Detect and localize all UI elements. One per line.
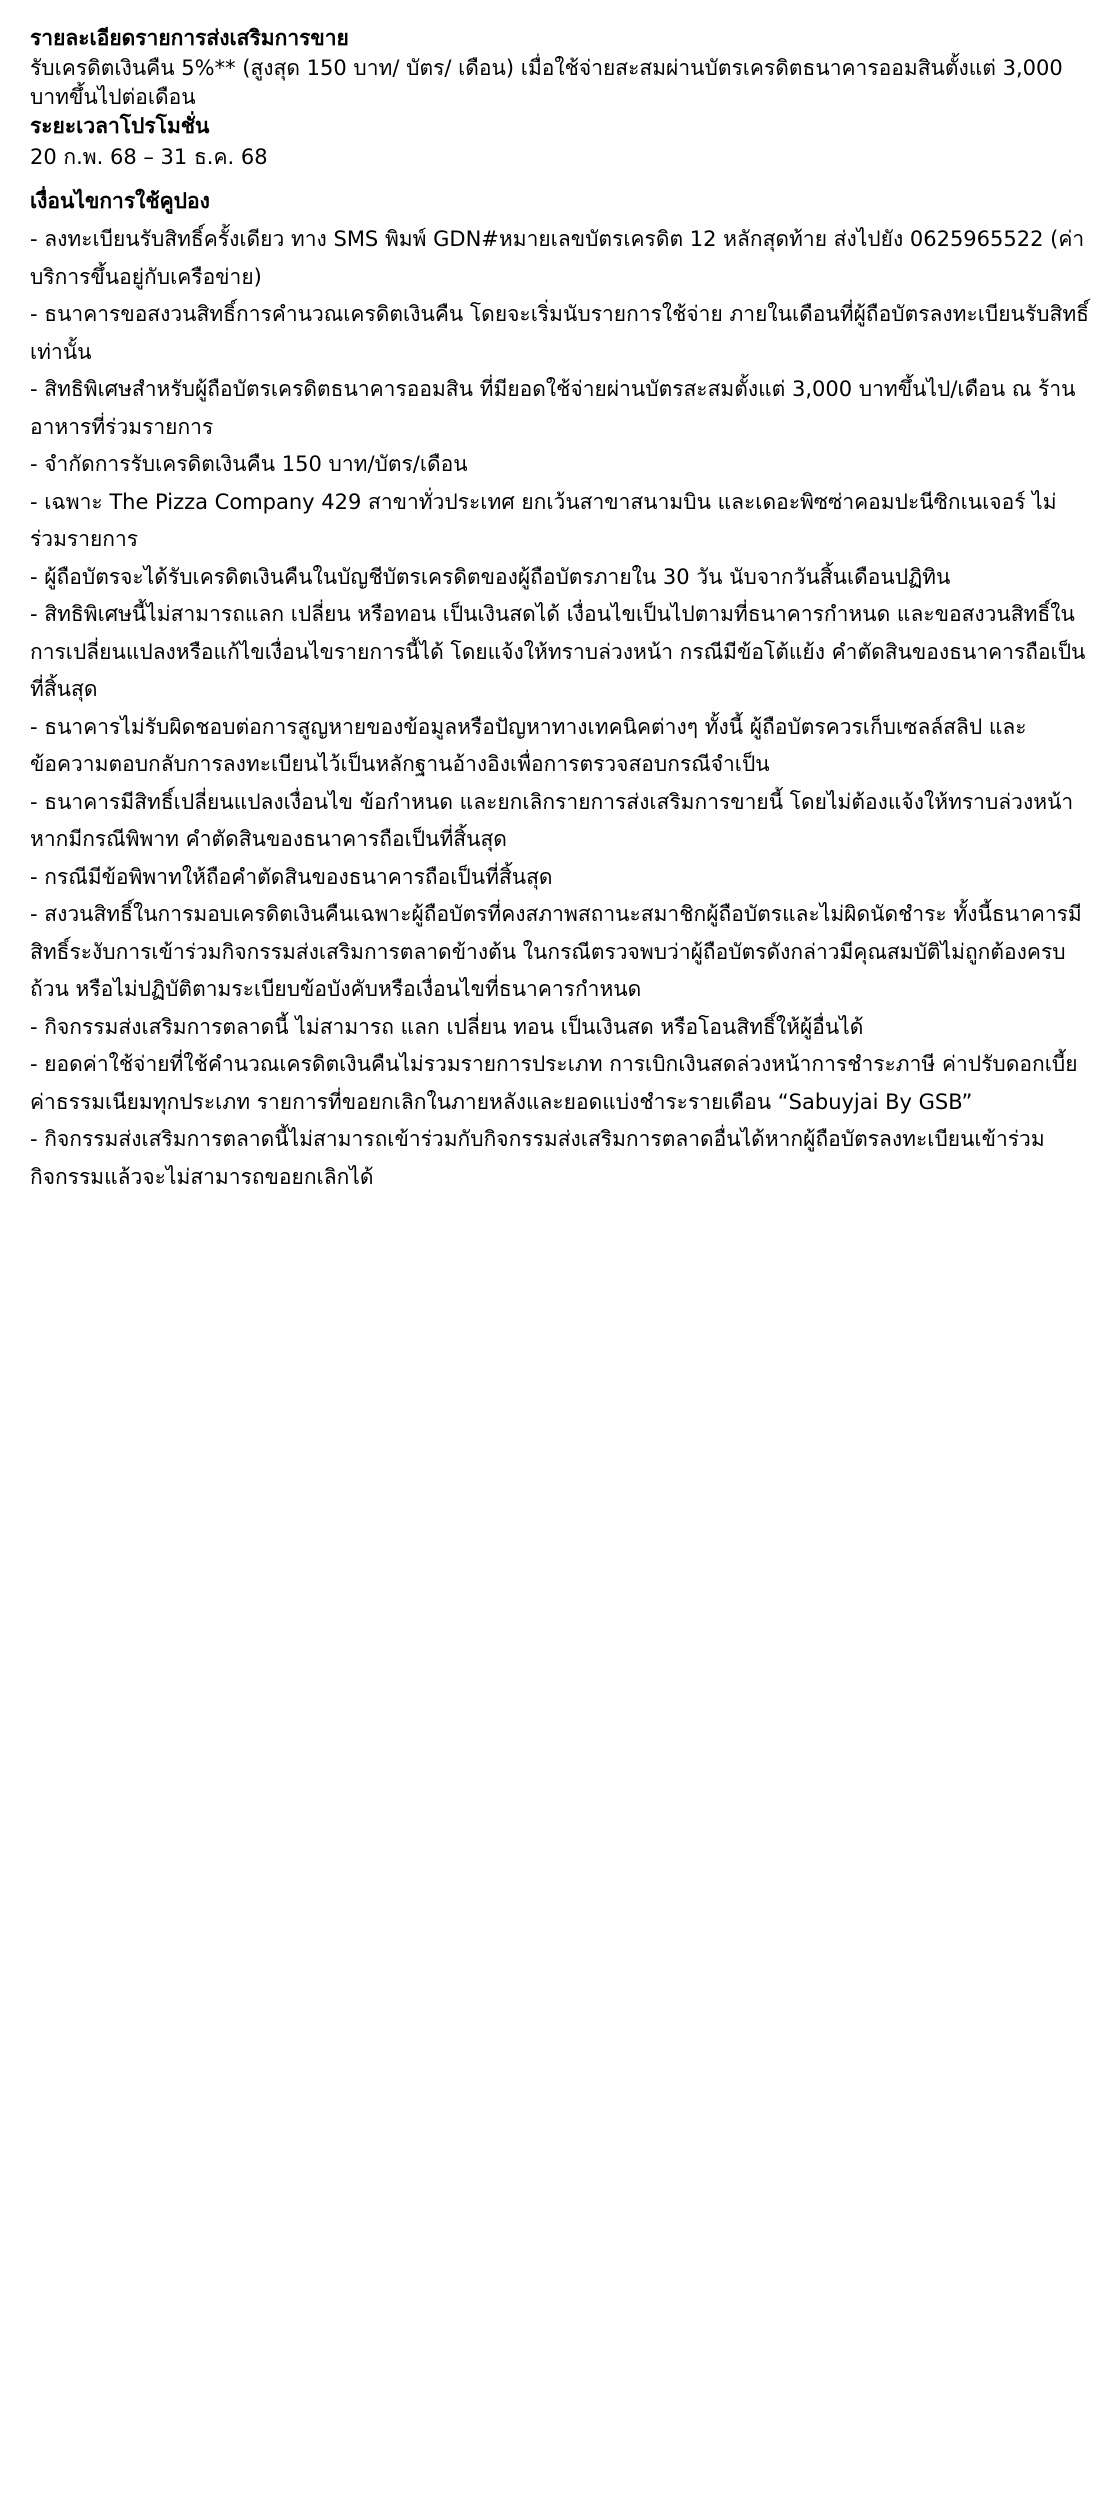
condition-item: - ธนาคารไม่รับผิดชอบต่อการสูญหายของข้อมูลหรือปัญหาทางเทคนิคต่างๆ ทั้งนี้ ผู้ถือบัตรควรเก็บเซลล์สลิป และข้อความตอบกลับการลงทะเบียนไว้เป็นหลักฐานอ้างอิงเพื่อการตรวจสอบกรณีจำเป็น [30, 714, 1027, 776]
promo-detail-section [30, 22, 1090, 112]
promo-period-heading: ระยะเวลาโปรโมชั่น [30, 114, 210, 138]
condition-item: - ธนาคารมีสิทธิ์เปลี่ยนแปลงเงื่อนไข ข้อกำหนด และยกเลิกรายการส่งเสริมการขายนี้ โดยไม่ต้องแจ้งให้ทราบล่วงหน้า หากมีกรณีพิพาท คำตัดสินของธนาคารถือเป็นที่สิ้นสุด [30, 789, 1074, 851]
promo-period-section [30, 112, 1090, 173]
conditions-list [30, 221, 1090, 1196]
condition-item: - ยอดค่าใช้จ่ายที่ใช้คำนวณเครดิตเงินคืนไม่รวมรายการประเภท การเบิกเงินสดล่วงหน้าการชำระภาษี ค่าปรับดอกเบี้ย ค่าธรรมเนียมทุกประเภท รายการที่ขอยกเลิกในภายหลังและยอดแบ่งชำระรายเดือน “Sabuyjai By GSB” [30, 1052, 1078, 1114]
condition-item: - สงวนสิทธิ์ในการมอบเครดิตเงินคืนเฉพาะผู้ถือบัตรที่คงสภาพสถานะสมาชิกผู้ถือบัตรและไม่ผิดนัดชำระ ทั้งนี้ธนาคารมีสิทธิ์ระงับการเข้าร่วมกิจกรรมส่งเสริมการตลาดข้างต้น ในกรณีตรวจพบว่าผู้ถือบัตรดังกล่าวมีคุณสมบัติไม่ถูกต้องครบถ้วน หรือไม่ปฏิบัติตามระเบียบข้อบังคับหรือเงื่อนไขที่ธนาคารกำหนด [30, 902, 1082, 1001]
condition-item: - สิทธิพิเศษนี้ไม่สามารถแลก เปลี่ยน หรือทอน เป็นเงินสดได้ เงื่อนไขเป็นไปตามที่ธนาคารกำหนด และขอสงวนสิทธิ์ในการเปลี่ยนแปลงหรือแก้ไขเงื่อนไขรายการนี้ได้ โดยแจ้งให้ทราบล่วงหน้า กรณีมีข้อโต้แย้ง คำตัดสินของธนาคารถือเป็นที่สิ้นสุด [30, 602, 1086, 701]
condition-item: - ลงทะเบียนรับสิทธิ์ครั้งเดียว ทาง SMS พิมพ์ GDN#หมายเลขบัตรเครดิต 12 หลักสุดท้าย ส่งไปยัง 0625965522 (ค่าบริการขึ้นอยู่กับเครือข่าย) [30, 227, 1085, 289]
condition-item: - กิจกรรมส่งเสริมการตลาดนี้ไม่สามารถเข้าร่วมกับกิจกรรมส่งเสริมการตลาดอื่นได้หากผู้ถือบัตรลงทะเบียนเข้าร่วมกิจกรรมแล้วจะไม่สามารถขอยกเลิกได้ [30, 1127, 1045, 1189]
condition-item: - ธนาคารขอสงวนสิทธิ์การคำนวณเครดิตเงินคืน โดยจะเริ่มนับรายการใช้จ่าย ภายในเดือนที่ผู้ถือบัตรลงทะเบียนรับสิทธิ์เท่านั้น [30, 302, 1089, 364]
condition-item: - กิจกรรมส่งเสริมการตลาดนี้ ไม่สามารถ แลก เปลี่ยน ทอน เป็นเงินสด หรือโอนสิทธิ์ให้ผู้อื่นได้ [30, 1014, 864, 1039]
condition-item: - เฉพาะ The Pizza Company 429 สาขาทั่วประเทศ ยกเว้นสาขาสนามบิน และเดอะพิซซ่าคอมปะนีซิกเนเจอร์ ไม่ร่วมรายการ [30, 489, 1057, 551]
condition-item: - จำกัดการรับเครดิตเงินคืน 150 บาท/บัตร/เดือน [30, 452, 468, 476]
conditions-title: เงื่อนไขการใช้คูปอง [30, 189, 210, 213]
condition-item: - สิทธิพิเศษสำหรับผู้ถือบัตรเครดิตธนาคารออมสิน ที่มียอดใช้จ่ายผ่านบัตรสะสมตั้งแต่ 3,000 บาทขึ้นไป/เดือน ณ ร้านอาหารที่ร่วมรายการ [30, 377, 1076, 439]
conditions-section [30, 183, 1090, 1196]
promo-period-value: 20 ก.พ. 68 – 31 ธ.ค. 68 [30, 145, 268, 169]
condition-item: - ผู้ถือบัตรจะได้รับเครดิตเงินคืนในบัญชีบัตรเครดิตของผู้ถือบัตรภายใน 30 วัน นับจากวันสิ้นเดือนปฏิทิน [30, 564, 951, 589]
promo-detail-description: รับเครดิตเงินคืน 5%** (สูงสุด 150 บาท/ บัตร/ เดือน) เมื่อใช้จ่ายสะสมผ่านบัตรเครดิตธนาคารออมสินตั้งแต่ 3,000 บาทขึ้นไปต่อเดือน [30, 56, 1063, 109]
condition-item: - กรณีมีข้อพิพาทให้ถือคำตัดสินของธนาคารถือเป็นที่สิ้นสุด [30, 864, 553, 889]
promo-detail-heading: รายละเอียดรายการส่งเสริมการขาย [30, 26, 349, 50]
